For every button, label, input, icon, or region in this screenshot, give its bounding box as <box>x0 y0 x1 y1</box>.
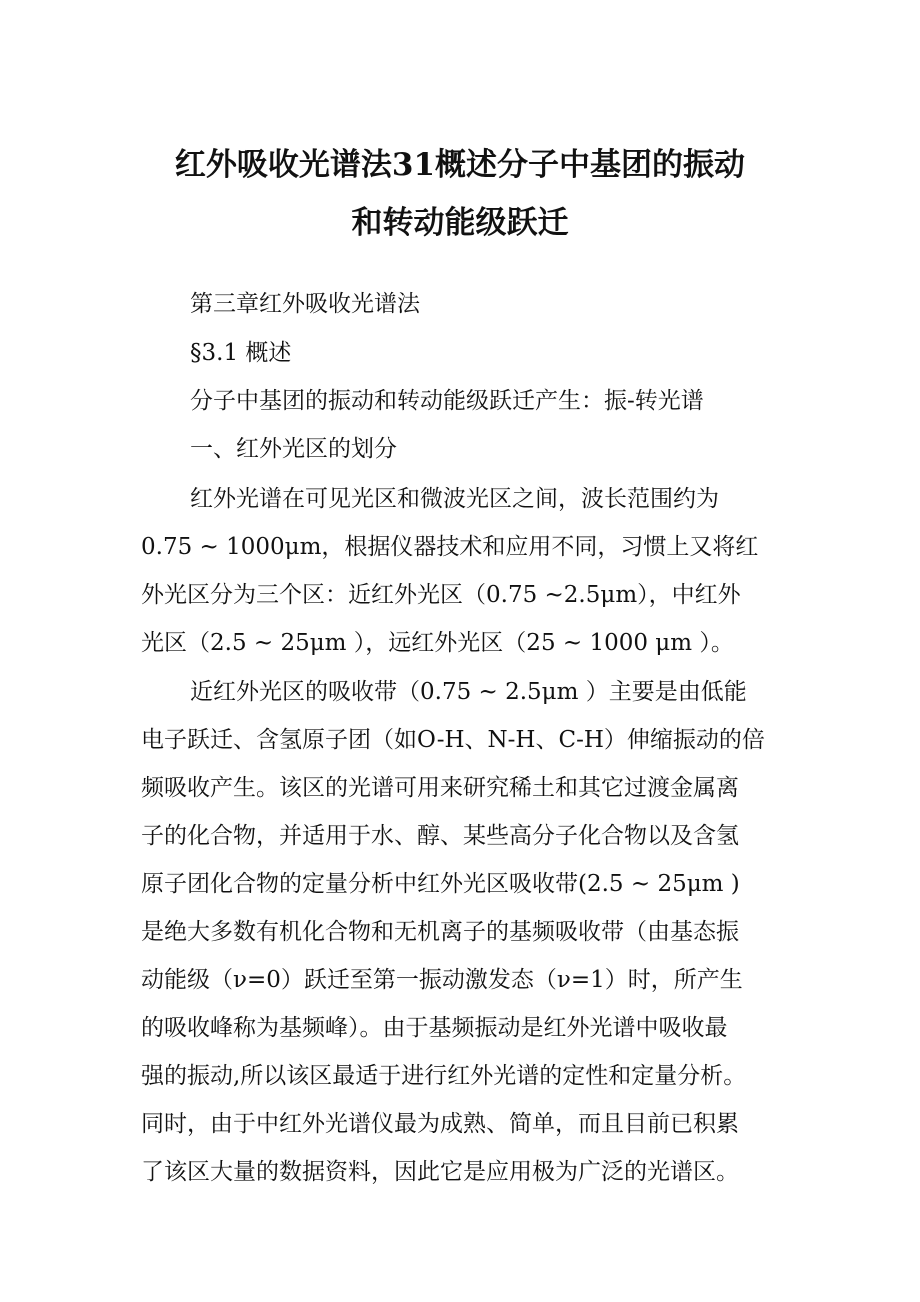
paragraph2-line: 子的化合物，并适用于水、醇、某些高分子化合物以及含氢 <box>141 823 739 849</box>
section-heading: §3.1 概述 <box>190 340 292 366</box>
paragraph2-line: 了该区大量的数据资料，因此它是应用极为广泛的光谱区。 <box>141 1159 739 1185</box>
paragraph2-line: 电子跃迁、含氢原子团（如O-H、N-H、C-H）伸缩振动的倍 <box>141 727 765 753</box>
paragraph1-line: 光区（2.5 ~ 25μm ），远红外光区（25 ~ 1000 μm ）。 <box>141 630 734 656</box>
paragraph1-line: 红外光谱在可见光区和微波光区之间，波长范围约为 <box>190 486 719 512</box>
summary-line: 分子中基团的振动和转动能级跃迁产生：振-转光谱 <box>190 388 704 414</box>
paragraph1-line: 0.75 ~ 1000μm，根据仪器技术和应用不同，习惯上又将红 <box>141 534 759 560</box>
paragraph2-line: 同时，由于中红外光谱仪最为成熟、简单，而且目前已积累 <box>141 1111 739 1137</box>
paragraph2-line: 原子团化合物的定量分析中红外光区吸收带(2.5 ~ 25μm ) <box>141 871 740 897</box>
paragraph2-line: 动能级（ν=0）跃迁至第一振动激发态（ν=1）时，所产生 <box>141 967 743 993</box>
subheading: 一、红外光区的划分 <box>190 436 397 462</box>
document-title-line-2: 和转动能级跃迁 <box>351 205 569 241</box>
paragraph2-line: 的吸收峰称为基频峰）。由于基频振动是红外光谱中吸收最 <box>141 1015 728 1041</box>
paragraph2-line: 近红外光区的吸收带（0.75 ~ 2.5μm ）主要是由低能 <box>190 679 747 705</box>
paragraph1-line: 外光区分为三个区：近红外光区（0.75 ~2.5μm），中红外 <box>141 582 741 608</box>
paragraph2-line: 频吸收产生。该区的光谱可用来研究稀土和其它过渡金属离 <box>141 775 739 801</box>
paragraph2-line: 是绝大多数有机化合物和无机离子的基频吸收带（由基态振 <box>141 919 739 945</box>
chapter-heading: 第三章红外吸收光谱法 <box>190 291 420 317</box>
paragraph2-line: 强的振动,所以该区最适于进行红外光谱的定性和定量分析。 <box>141 1063 747 1089</box>
document-title-line-1: 红外吸收光谱法31概述分子中基团的振动 <box>174 147 746 183</box>
